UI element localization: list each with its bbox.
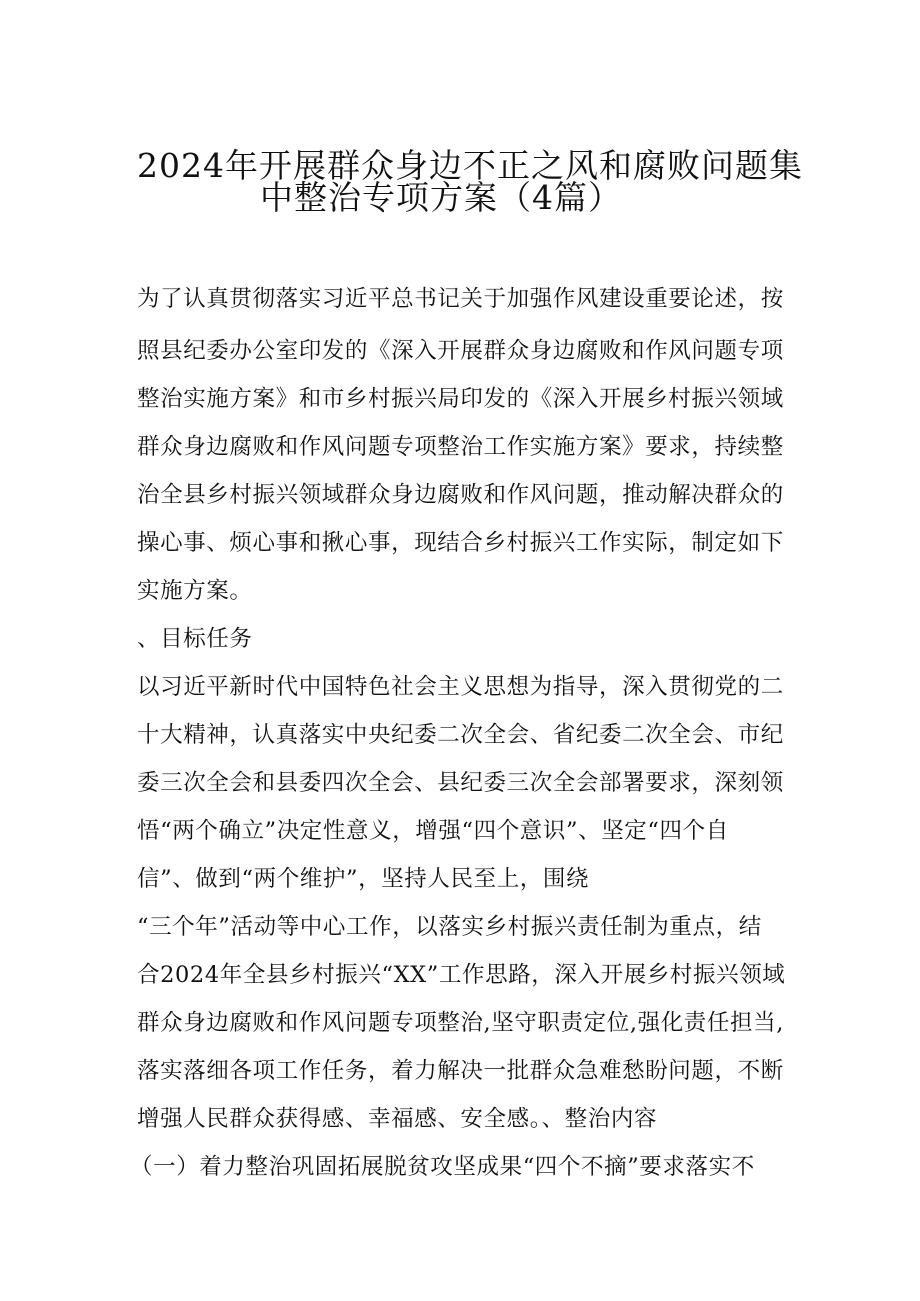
body-line-7: 实施方案。 [137, 578, 253, 604]
body-line-13: 信”、做到“两个维护”，坚持人民至上，围绕 [137, 866, 590, 892]
body-line-2: 照县纪委办公室印发的《深入开展群众身边腐败和作风问题专项 [137, 338, 784, 364]
body-line-6: 操心事、烦心事和揪心事，现结合乡村振兴工作实际，制定如下 [137, 530, 784, 556]
body-line-1: 为了认真贯彻落实习近平总书记关于加强作风建设重要论述，按 [137, 286, 784, 312]
body-line-10: 十大精神，认真落实中央纪委二次全会、省纪委二次全会、市纪 [137, 722, 784, 748]
document-title-line-1: 2024年开展群众身边不正之风和腐败问题集 [137, 146, 803, 185]
body-line-15: 合2024年全县乡村振兴“XX”工作思路，深入开展乡村振兴领域 [137, 962, 786, 988]
body-line-14: “三个年”活动等中心工作，以落实乡村振兴责任制为重点，结 [137, 914, 762, 940]
body-line-9: 以习近平新时代中国特色社会主义思想为指导，深入贯彻党的二 [137, 674, 784, 700]
body-line-19: （一）着力整治巩固拓展脱贫攻坚成果“四个不摘”要求落实不 [130, 1154, 755, 1180]
body-line-5: 治全县乡村振兴领域群众身边腐败和作风问题，推动解决群众的 [137, 482, 784, 508]
body-line-3: 整治实施方案》和市乡村振兴局印发的《深入开展乡村振兴领域 [137, 386, 784, 412]
body-line-12: 悟“两个确立”决定性意义，增强“四个意识”、坚定“四个自 [137, 818, 729, 844]
body-line-17: 落实落细各项工作任务，着力解决一批群众急难愁盼问题，不断 [137, 1058, 784, 1084]
body-line-16: 群众身边腐败和作风问题专项整治,坚守职责定位,强化责任担当, [137, 1010, 784, 1036]
section-heading-goals: 、目标任务 [137, 626, 253, 652]
document-title-line-2: 中整治专项方案（4篇） [260, 178, 622, 217]
body-line-4: 群众身边腐败和作风问题专项整治工作实施方案》要求，持续整 [137, 434, 784, 460]
body-line-11: 委三次全会和县委四次全会、县纪委三次全会部署要求，深刻领 [137, 770, 784, 796]
body-line-18: 增强人民群众获得感、幸福感、安全感。、整治内容 [137, 1106, 658, 1132]
